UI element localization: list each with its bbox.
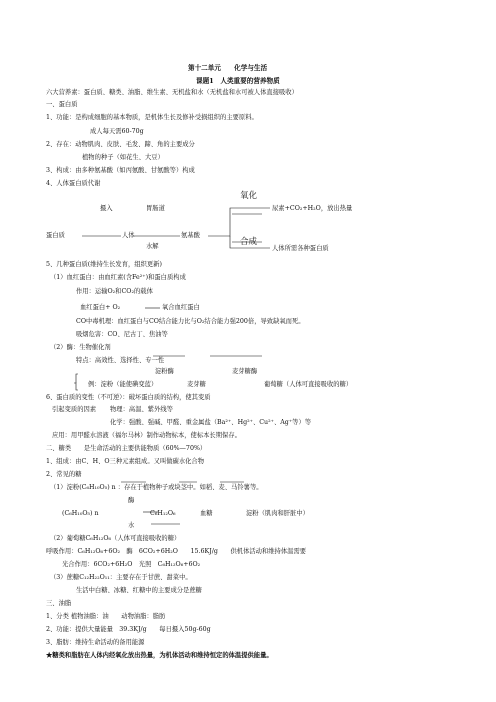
enzyme-example: 例：淀粉（能使碘变蓝） — [88, 381, 158, 388]
denature-title: 6、蛋白质的变性（不可逆）：破坏蛋白质的结构，使其变质 — [46, 394, 211, 401]
unit-topic: 化学与生活 — [234, 64, 268, 72]
enzyme-features: 特点：高效性、选择性、专一性 — [76, 357, 165, 364]
respiration-right: 6CO₂+6H₂O 15.6KJ/g 供机体活动和维持体温需要 — [138, 548, 307, 555]
metabolism-title: 4、人体蛋白质代谢 — [46, 180, 101, 187]
protein-heading: 一、蛋白质 — [46, 101, 78, 108]
photosynthesis-label: 光合作用： — [62, 561, 94, 568]
starch-eq-mid: C₆H₁₂O₆ — [150, 510, 176, 517]
protein-types-title: 5、几种蛋白质(维持生长发育，组织更新) — [46, 261, 162, 268]
protein-exist-animal: 2、存在：动物肌肉、皮肤、毛发、蹄、角的主要成分 — [46, 141, 195, 148]
sugar-composition: 1、组成：由C、H、O三种元素组成。又叫做碳水化合物 — [46, 458, 205, 465]
denature-chemical: 化学：强酸、强碱、甲醛、重金属盐（Ba²⁺、Hg²⁺、Cu²⁺、Ag⁺等）等 — [110, 419, 312, 426]
protein-daily-amount: 成人每天需60-70g — [90, 128, 144, 135]
starch-eq-right: 淀粉（肌肉和肝脏中） — [246, 510, 309, 517]
sucrose-desc: （3）蔗糖C₁₂H₂₂O₁₁：主要存在于甘蔗、甜菜中。 — [50, 574, 192, 581]
photosynthesis-row — [62, 561, 200, 569]
protein-composition: 3、构成：由多种氨基酸（如丙氨酸、甘氨酸等）构成 — [46, 167, 195, 174]
starch-eq-left: (C₆H₁₀O₅) n — [62, 510, 99, 517]
hemoglobin-role: 作用：运输O₂和CO₂的载体 — [76, 288, 153, 295]
metab-intake: 摄入 — [100, 205, 113, 212]
photosynthesis-cond: 光照 — [138, 561, 152, 568]
metab-body: 人体 — [122, 232, 135, 239]
hemoglobin-eq-right: 氧合血红蛋白 — [162, 304, 200, 311]
fat-energy: 2、功能：提供大量能量 39.3KJ/g 每日摄入50g-60g — [46, 626, 211, 633]
photosynthesis-right: C₆H₁₂O₆+6O₂ — [157, 561, 201, 568]
intro-text: 六大营养素：蛋白质、糖类、油脂、维生素、无机盐和水（无机盐和水可被人体直接吸收） — [46, 89, 298, 96]
respiration-row — [46, 548, 306, 556]
fat-types: 1、分类 植物油脂：油 动物油脂：脂肪 — [46, 613, 166, 620]
fat-store: 3、脂肪：维持生命活动的备用能源 — [46, 639, 145, 646]
metab-gi-tract: 胃肠道 — [146, 205, 165, 212]
smoking-harm: 吸烟危害：CO、尼古丁、焦油等 — [76, 331, 168, 338]
fat-heading: 三、油脂 — [46, 600, 72, 607]
protein-function: 1、功能：是构成细胞的基本物质，是机体生长及修补受损组织的主要原料。 — [46, 114, 258, 121]
respiration-left: C₆H₁₂O₆+6O₂ — [77, 548, 121, 555]
summary-note: ★糖类和脂肪在人体内经氧化放出热量，为机体活动和维持恒定的体温提供能量。 — [46, 652, 273, 659]
enzyme-maltose: 麦芽糖 — [187, 381, 206, 388]
metab-protein: 蛋白质 — [46, 232, 65, 239]
hemoglobin-eq-left: 血红蛋白+ O₂ — [80, 304, 121, 311]
respiration-enzyme: 酶 — [126, 548, 133, 555]
metab-amino-acid: 氨基酸 — [181, 232, 200, 239]
metab-synthesis: 合成 — [240, 237, 258, 247]
starch-desc: （1）淀粉(C₆H₁₀O₅) n ：存在于植物种子或块茎中。如稻、麦、马铃薯等。 — [50, 484, 263, 491]
respiration-label: 呼吸作用： — [46, 548, 78, 555]
enzyme-glucose: 葡萄糖（人体可直接吸收的糖） — [264, 381, 353, 388]
unit-title — [188, 64, 267, 72]
denature-cause-label: 引起变质的因素 — [52, 406, 97, 413]
hemoglobin-title: （1）血红蛋白：由血红素(含Fe²⁺)和蛋白质构成 — [50, 274, 186, 281]
sugar-common: 2、常见的糖 — [46, 471, 82, 478]
photosynthesis-left: 6CO₂+6H₂O — [93, 561, 133, 568]
lesson-title: 课题1 人类重要的营养物质 — [196, 77, 280, 85]
protein-exist-plant: 植物的种子（如花生、大豆） — [82, 154, 164, 161]
enzyme-amylase: 淀粉酶 — [155, 368, 174, 375]
enzyme-title: （2）酶：生物催化剂 — [50, 344, 111, 351]
enzyme-maltase: 麦芽糖酶 — [232, 368, 258, 375]
starch-eq-water: 水 — [128, 522, 135, 529]
denature-physical: 物理：高温、紫外线等 — [110, 406, 173, 413]
starch-eq-blood: 血糖 — [200, 510, 213, 517]
unit-label: 第十二单元 — [188, 64, 221, 72]
glucose-desc: （2）葡萄糖C₆H₁₂O₆（人体可直接吸收的糖） — [50, 535, 181, 542]
starch-eq-enzyme: 酶 — [128, 497, 135, 504]
sugar-heading: 二、糖类 是生命活动的主要供能物质（60%—70%） — [46, 445, 207, 452]
metab-hydrolysis: 水解 — [146, 243, 159, 250]
co-poisoning: CO中毒机理：血红蛋白与CO结合能力比与O₂结合能力强200倍，导致缺氧而死。 — [76, 318, 305, 325]
metab-product-2: 人体所需各种蛋白质 — [272, 245, 329, 252]
sucrose-note: 生活中白糖、冰糖、红糖中的主要成分是蔗糖 — [76, 587, 202, 594]
denature-application: 应用：用甲醛水溶液（福尔马林）制作动物标本，使标本长期保存。 — [52, 432, 241, 439]
metab-oxidation: 氧化 — [240, 191, 258, 201]
metab-product-1: 尿素+CO₂+H₂O，放出热量 — [272, 205, 353, 212]
